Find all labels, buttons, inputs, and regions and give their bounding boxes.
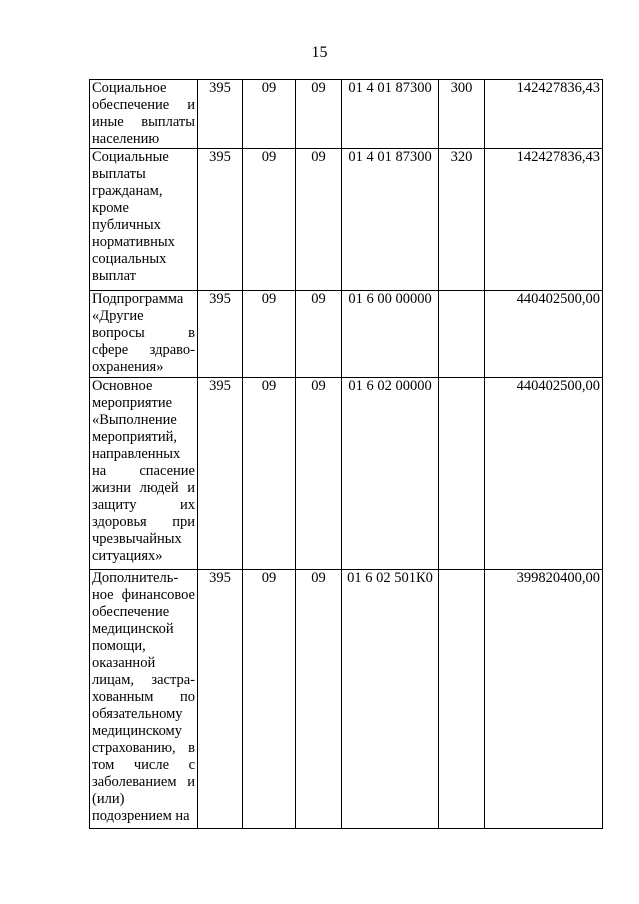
amount-cell: 142427836,43	[485, 80, 603, 149]
row-name-cell: Социальные выплаты гражданам, кроме публичных нормативных социальных выплат	[90, 149, 198, 291]
target-code-cell: 01 4 01 87300	[342, 80, 439, 149]
expense-type-cell	[439, 570, 485, 829]
row-name-cell: Основное мероприятие «Выполнение мероприятий, направленных на спасение жизни людей и защиту их здоровья при чрезвычайных ситуациях»	[90, 378, 198, 570]
row-name-cell: Социальное обеспечение и иные выплаты населению	[90, 80, 198, 149]
amount-cell: 142427836,43	[485, 149, 603, 291]
subsection-cell: 09	[296, 149, 342, 291]
subsection-cell: 09	[296, 378, 342, 570]
admin-code-cell: 395	[198, 149, 243, 291]
admin-code-cell: 395	[198, 291, 243, 378]
amount-cell: 440402500,00	[485, 291, 603, 378]
table-row	[90, 570, 603, 829]
amount-cell: 399820400,00	[485, 570, 603, 829]
admin-code-cell: 395	[198, 378, 243, 570]
target-code-cell: 01 6 00 00000	[342, 291, 439, 378]
expense-type-cell: 300	[439, 80, 485, 149]
section-cell: 09	[243, 80, 296, 149]
budget-table	[89, 79, 603, 829]
section-cell: 09	[243, 378, 296, 570]
table-row	[90, 378, 603, 570]
page-number: 15	[311, 44, 328, 61]
target-code-cell: 01 6 02 00000	[342, 378, 439, 570]
table-row	[90, 149, 603, 291]
row-name-cell: Дополнитель-ное финансовое обеспечение медицинской помощи, оказанной лицам, застра-хованным по обязательному медицинскому страхованию, в том числе с заболеванием и (или) подозрением на	[90, 570, 198, 829]
table-row	[90, 80, 603, 149]
row-name-cell: Подпрограмма «Другие вопросы в сфере здраво-охранения»	[90, 291, 198, 378]
target-code-cell: 01 6 02 501К0	[342, 570, 439, 829]
expense-type-cell: 320	[439, 149, 485, 291]
subsection-cell: 09	[296, 80, 342, 149]
expense-type-cell	[439, 378, 485, 570]
table-row	[90, 291, 603, 378]
amount-cell: 440402500,00	[485, 378, 603, 570]
admin-code-cell: 395	[198, 570, 243, 829]
section-cell: 09	[243, 570, 296, 829]
subsection-cell: 09	[296, 570, 342, 829]
admin-code-cell: 395	[198, 80, 243, 149]
section-cell: 09	[243, 291, 296, 378]
section-cell: 09	[243, 149, 296, 291]
expense-type-cell	[439, 291, 485, 378]
target-code-cell: 01 4 01 87300	[342, 149, 439, 291]
subsection-cell: 09	[296, 291, 342, 378]
